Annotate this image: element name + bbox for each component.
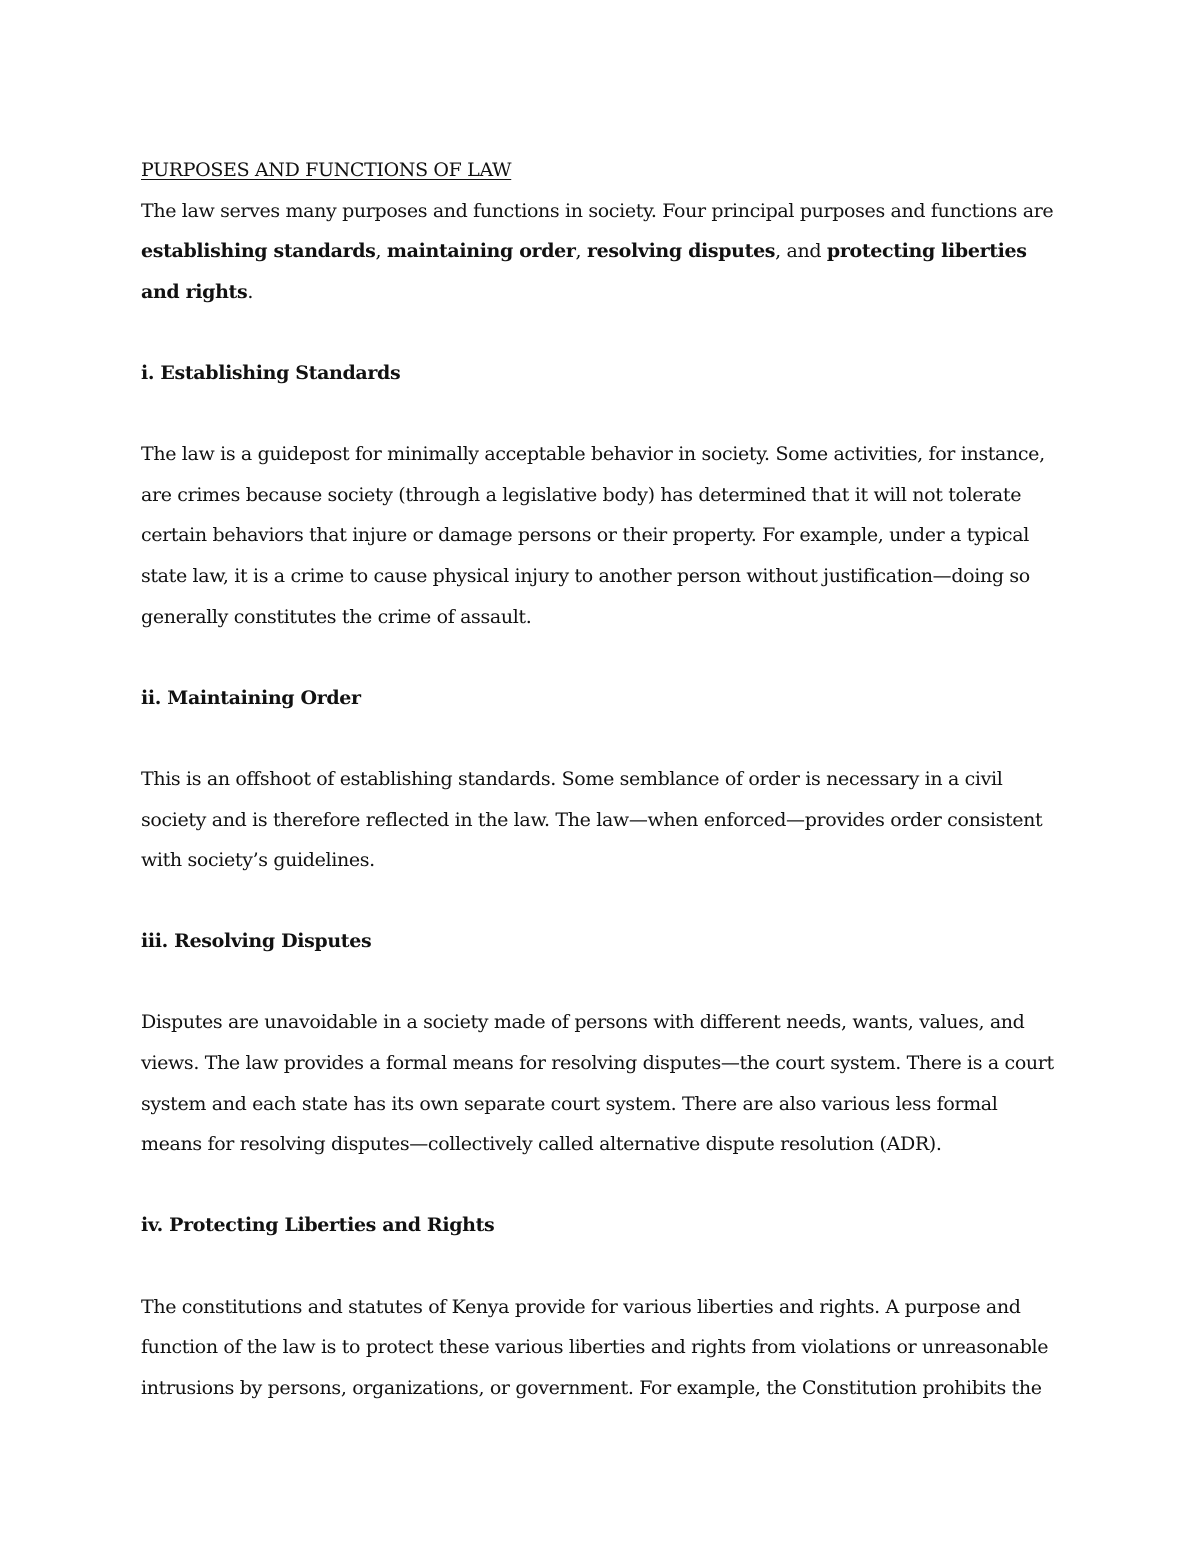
- section-body-establishing-standards: The law is a guidepost for minimally acceptable behavior in society. Some activities, for instance, are crimes because society (through a legislative body) has determined that it will not tolerate certain behaviors that injure or damage persons or their property. For example, under a typical state law, it is a crime to cause physical injury to another person without justification—doing so generally constitutes the crime of assault.: [141, 443, 1045, 628]
- section-heading-resolving-disputes: iii. Resolving Disputes: [141, 930, 372, 953]
- intro-text: The law serves many purposes and functions in society. Four principal purposes and functions are: [141, 199, 1054, 222]
- section-body-maintaining-order: This is an offshoot of establishing standards. Some semblance of order is necessary in a civil society and is therefore reflected in the law. The law—when enforced—provides order consistent with society’s guidelines.: [141, 767, 1043, 872]
- section-heading-maintaining-order: ii. Maintaining Order: [141, 686, 361, 709]
- intro-end: .: [247, 280, 254, 303]
- intro-bold-maintaining-order: maintaining order: [386, 240, 576, 263]
- section-heading-establishing-standards: i. Establishing Standards: [141, 361, 401, 384]
- document-page: [141, 150, 1061, 1408]
- intro-separator: ,: [575, 240, 587, 263]
- intro-separator: , and: [775, 240, 827, 263]
- section-body-protecting-liberties: The constitutions and statutes of Kenya provide for various liberties and rights. A purpose and function of the law is to protect these various liberties and rights from violations or unreasonable intrusions by persons, organizations, or government. For example, the Constitution prohibits the: [141, 1295, 1049, 1399]
- intro-bold-resolving-disputes: resolving disputes: [586, 240, 776, 263]
- intro-bold-protecting-liberties: protecting liberties and rights: [141, 240, 1027, 303]
- section-heading-protecting-liberties: iv. Protecting Liberties and Rights: [141, 1214, 495, 1237]
- intro-bold-establishing-standards: establishing standards: [141, 240, 376, 263]
- intro-paragraph: [141, 191, 1061, 313]
- intro-separator: ,: [375, 240, 387, 263]
- section-body-resolving-disputes: Disputes are unavoidable in a society made of persons with different needs, wants, values, and views. The law provides a formal means for resolving disputes—the court system. There is a court system and each state has its own separate court system. There are also various less formal means for resolving disputes—collectively called alternative dispute resolution (ADR).: [141, 1011, 1054, 1156]
- document-title: PURPOSES AND FUNCTIONS OF LAW: [141, 159, 512, 181]
